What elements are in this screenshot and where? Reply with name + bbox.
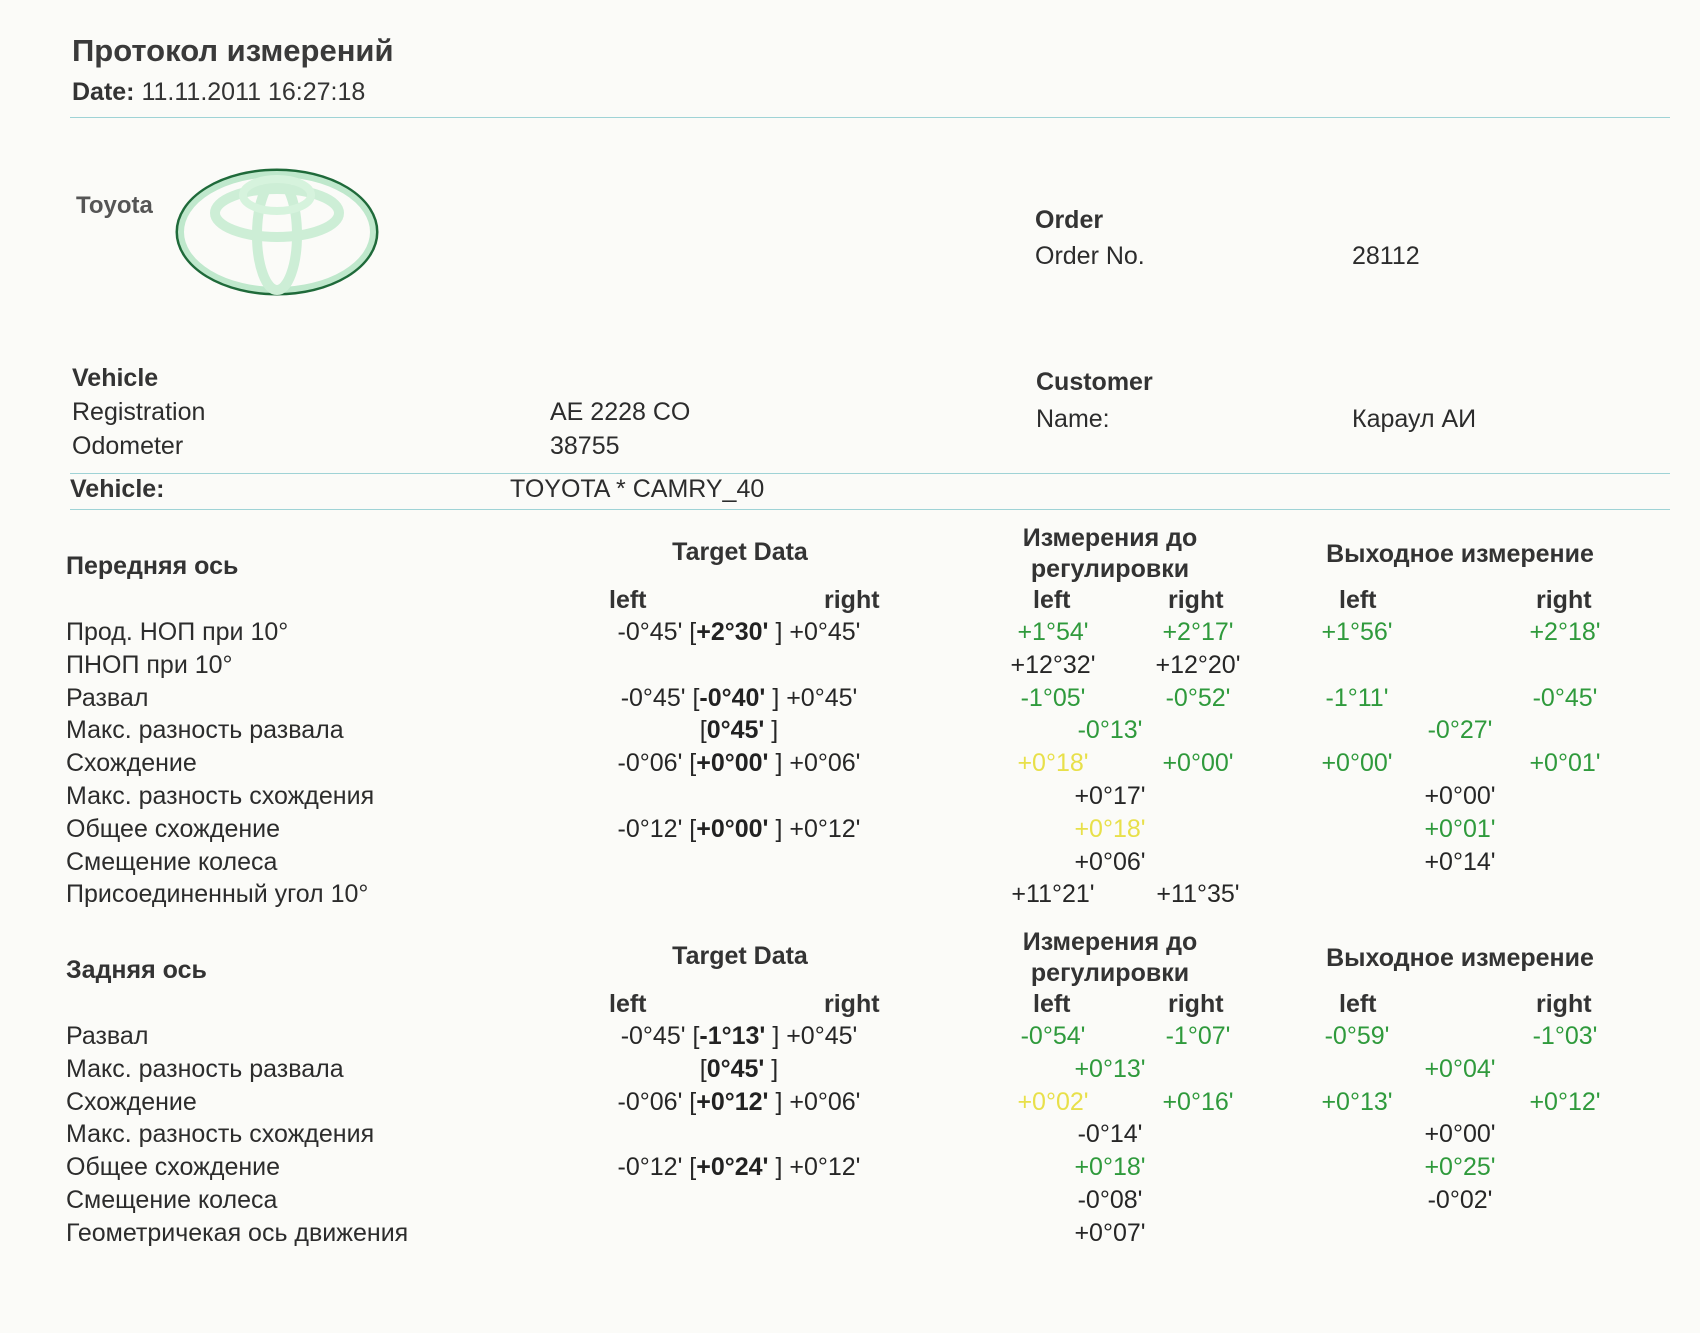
before-right-value: -1°07' — [1165, 1022, 1231, 1050]
target-nominal: +0°00' — [696, 749, 769, 777]
before-left-value: -0°54' — [1020, 1022, 1086, 1050]
target-nominal: +2°30' — [696, 618, 769, 646]
target-max: ] +0°06' — [768, 749, 861, 777]
after-diff-value: +0°14' — [1424, 848, 1496, 876]
after-diff-value: +0°01' — [1424, 815, 1496, 843]
registration-label: Registration — [72, 398, 206, 426]
target-nominal: 0°45' — [706, 716, 765, 744]
before-heading-line2: регулировки — [1030, 555, 1190, 583]
after-left-value: +0°13' — [1321, 1088, 1393, 1116]
before-diff-value: +0°18' — [1074, 815, 1146, 843]
customer-name-value: Караул АИ — [1352, 405, 1477, 433]
target-min: -0°06' [ — [617, 749, 697, 777]
row-label: Макс. разность схождения — [66, 1120, 375, 1148]
target-min: -0°12' [ — [617, 1153, 697, 1181]
target-min: [ — [699, 716, 707, 744]
target-max: ] +0°12' — [768, 815, 861, 843]
before-left-value: +1°54' — [1017, 618, 1089, 646]
target-range — [589, 716, 889, 745]
before-diff-value: +0°13' — [1074, 1055, 1146, 1083]
after-left-label: left — [1339, 586, 1377, 614]
target-range — [589, 1088, 889, 1117]
before-diff-value: +0°06' — [1074, 848, 1146, 876]
target-nominal: -1°13' — [699, 1022, 766, 1050]
before-right-value: -0°52' — [1165, 684, 1231, 712]
row-label: Геометричекая ось движения — [66, 1219, 409, 1247]
odometer-label: Odometer — [72, 432, 184, 460]
after-left-value: -1°11' — [1325, 684, 1389, 712]
odometer-value: 38755 — [550, 432, 620, 460]
before-left-value: +11°21' — [1011, 880, 1095, 908]
toyota-logo-icon — [172, 165, 382, 300]
after-diff-value: -0°27' — [1427, 716, 1493, 744]
target-min: -0°12' [ — [617, 815, 697, 843]
target-nominal: 0°45' — [706, 1055, 765, 1083]
target-nominal: -0°40' — [699, 684, 766, 712]
header-rule — [70, 117, 1670, 118]
target-min: -0°45' [ — [620, 684, 700, 712]
target-range — [589, 1055, 889, 1084]
row-label: Макс. разность схождения — [66, 782, 375, 810]
after-left-label: left — [1339, 990, 1377, 1018]
target-range — [589, 1022, 889, 1051]
row-label: Макс. разность развала — [66, 1055, 344, 1083]
before-right-value: +11°35' — [1156, 880, 1240, 908]
target-max: ] +0°45' — [765, 1022, 858, 1050]
customer-heading: Customer — [1036, 368, 1153, 396]
target-nominal: +0°24' — [696, 1153, 769, 1181]
target-max: ] — [764, 716, 779, 744]
row-label: Развал — [66, 1022, 149, 1050]
after-heading: Выходное измерение — [1326, 540, 1594, 568]
row-label: Общее схождение — [66, 815, 281, 843]
before-right-value: +0°16' — [1162, 1088, 1234, 1116]
after-right-value: -0°45' — [1532, 684, 1598, 712]
before-heading-line1: Измерения до — [1022, 524, 1198, 552]
before-left-value: +0°02' — [1017, 1088, 1089, 1116]
date-value: 11.11.2011 16:27:18 — [141, 78, 366, 106]
before-left-label: left — [1033, 586, 1071, 614]
before-diff-value: -0°13' — [1077, 716, 1143, 744]
target-range — [589, 618, 889, 647]
order-no-value: 28112 — [1352, 242, 1420, 270]
after-left-value: +1°56' — [1321, 618, 1393, 646]
after-right-value: -1°03' — [1532, 1022, 1598, 1050]
before-heading-line2: регулировки — [1030, 959, 1190, 987]
target-min: -0°45' [ — [620, 1022, 700, 1050]
after-right-value: +2°18' — [1529, 618, 1601, 646]
after-diff-value: +0°04' — [1424, 1055, 1496, 1083]
target-max: ] +0°45' — [768, 618, 861, 646]
before-left-value: +0°18' — [1017, 749, 1089, 777]
before-right-value: +0°00' — [1162, 749, 1234, 777]
row-label: Схождение — [66, 749, 197, 777]
target-right-label: right — [824, 586, 880, 614]
row-label: ПНОП при 10° — [66, 651, 233, 679]
order-no-label: Order No. — [1035, 242, 1145, 270]
target-min: -0°06' [ — [617, 1088, 697, 1116]
target-data-heading: Target Data — [672, 942, 808, 970]
axle-heading: Задняя ось — [66, 956, 207, 984]
registration-value: AE 2228 CO — [550, 398, 691, 426]
vehicle-heading: Vehicle — [72, 364, 159, 392]
target-left-label: left — [609, 990, 647, 1018]
vehicle-model-label: Vehicle: — [70, 475, 165, 503]
row-label: Прод. НОП при 10° — [66, 618, 289, 646]
target-max: ] +0°45' — [765, 684, 858, 712]
before-diff-value: +0°07' — [1074, 1219, 1146, 1247]
target-left-label: left — [609, 586, 647, 614]
row-label: Общее схождение — [66, 1153, 281, 1181]
order-heading: Order — [1035, 206, 1104, 234]
before-left-label: left — [1033, 990, 1071, 1018]
after-diff-value: +0°25' — [1424, 1153, 1496, 1181]
before-diff-value: -0°08' — [1077, 1186, 1143, 1214]
target-nominal: +0°00' — [696, 815, 769, 843]
before-right-label: right — [1168, 586, 1224, 614]
after-right-label: right — [1536, 586, 1592, 614]
after-heading: Выходное измерение — [1326, 944, 1594, 972]
after-diff-value: -0°02' — [1427, 1186, 1493, 1214]
target-nominal: +0°12' — [696, 1088, 769, 1116]
target-min: [ — [699, 1055, 707, 1083]
before-right-value: +12°20' — [1155, 651, 1241, 679]
row-label: Развал — [66, 684, 149, 712]
target-range — [589, 1153, 889, 1182]
brand-name: Toyota — [76, 192, 153, 219]
before-heading-line1: Измерения до — [1022, 928, 1198, 956]
after-diff-value: +0°00' — [1424, 1120, 1496, 1148]
target-data-heading: Target Data — [672, 538, 808, 566]
after-right-value: +0°01' — [1529, 749, 1601, 777]
axle-heading: Передняя ось — [66, 552, 239, 580]
target-max: ] — [764, 1055, 779, 1083]
row-label: Смещение колеса — [66, 848, 278, 876]
after-diff-value: +0°00' — [1424, 782, 1496, 810]
before-left-value: -1°05' — [1020, 684, 1086, 712]
row-label: Присоединенный угол 10° — [66, 880, 369, 908]
before-diff-value: +0°17' — [1074, 782, 1146, 810]
after-left-value: -0°59' — [1324, 1022, 1390, 1050]
row-label: Схождение — [66, 1088, 197, 1116]
vehicle-rule-bottom — [70, 509, 1670, 510]
target-range — [589, 749, 889, 778]
before-right-value: +2°17' — [1162, 618, 1234, 646]
page-title: Протокол измерений — [72, 33, 394, 68]
target-range — [589, 815, 889, 844]
vehicle-model-value: TOYOTA * CAMRY_40 — [510, 475, 765, 503]
row-label: Смещение колеса — [66, 1186, 278, 1214]
target-right-label: right — [824, 990, 880, 1018]
before-diff-value: -0°14' — [1077, 1120, 1143, 1148]
date-label: Date: — [72, 78, 135, 106]
customer-name-label: Name: — [1036, 405, 1110, 433]
before-right-label: right — [1168, 990, 1224, 1018]
target-max: ] +0°12' — [768, 1153, 861, 1181]
before-diff-value: +0°18' — [1074, 1153, 1146, 1181]
after-right-value: +0°12' — [1529, 1088, 1601, 1116]
row-label: Макс. разность развала — [66, 716, 344, 744]
target-range — [589, 684, 889, 713]
vehicle-rule-top — [70, 473, 1670, 474]
target-max: ] +0°06' — [768, 1088, 861, 1116]
target-min: -0°45' [ — [617, 618, 697, 646]
after-right-label: right — [1536, 990, 1592, 1018]
date-line — [72, 78, 365, 107]
after-left-value: +0°00' — [1321, 749, 1393, 777]
before-left-value: +12°32' — [1010, 651, 1096, 679]
